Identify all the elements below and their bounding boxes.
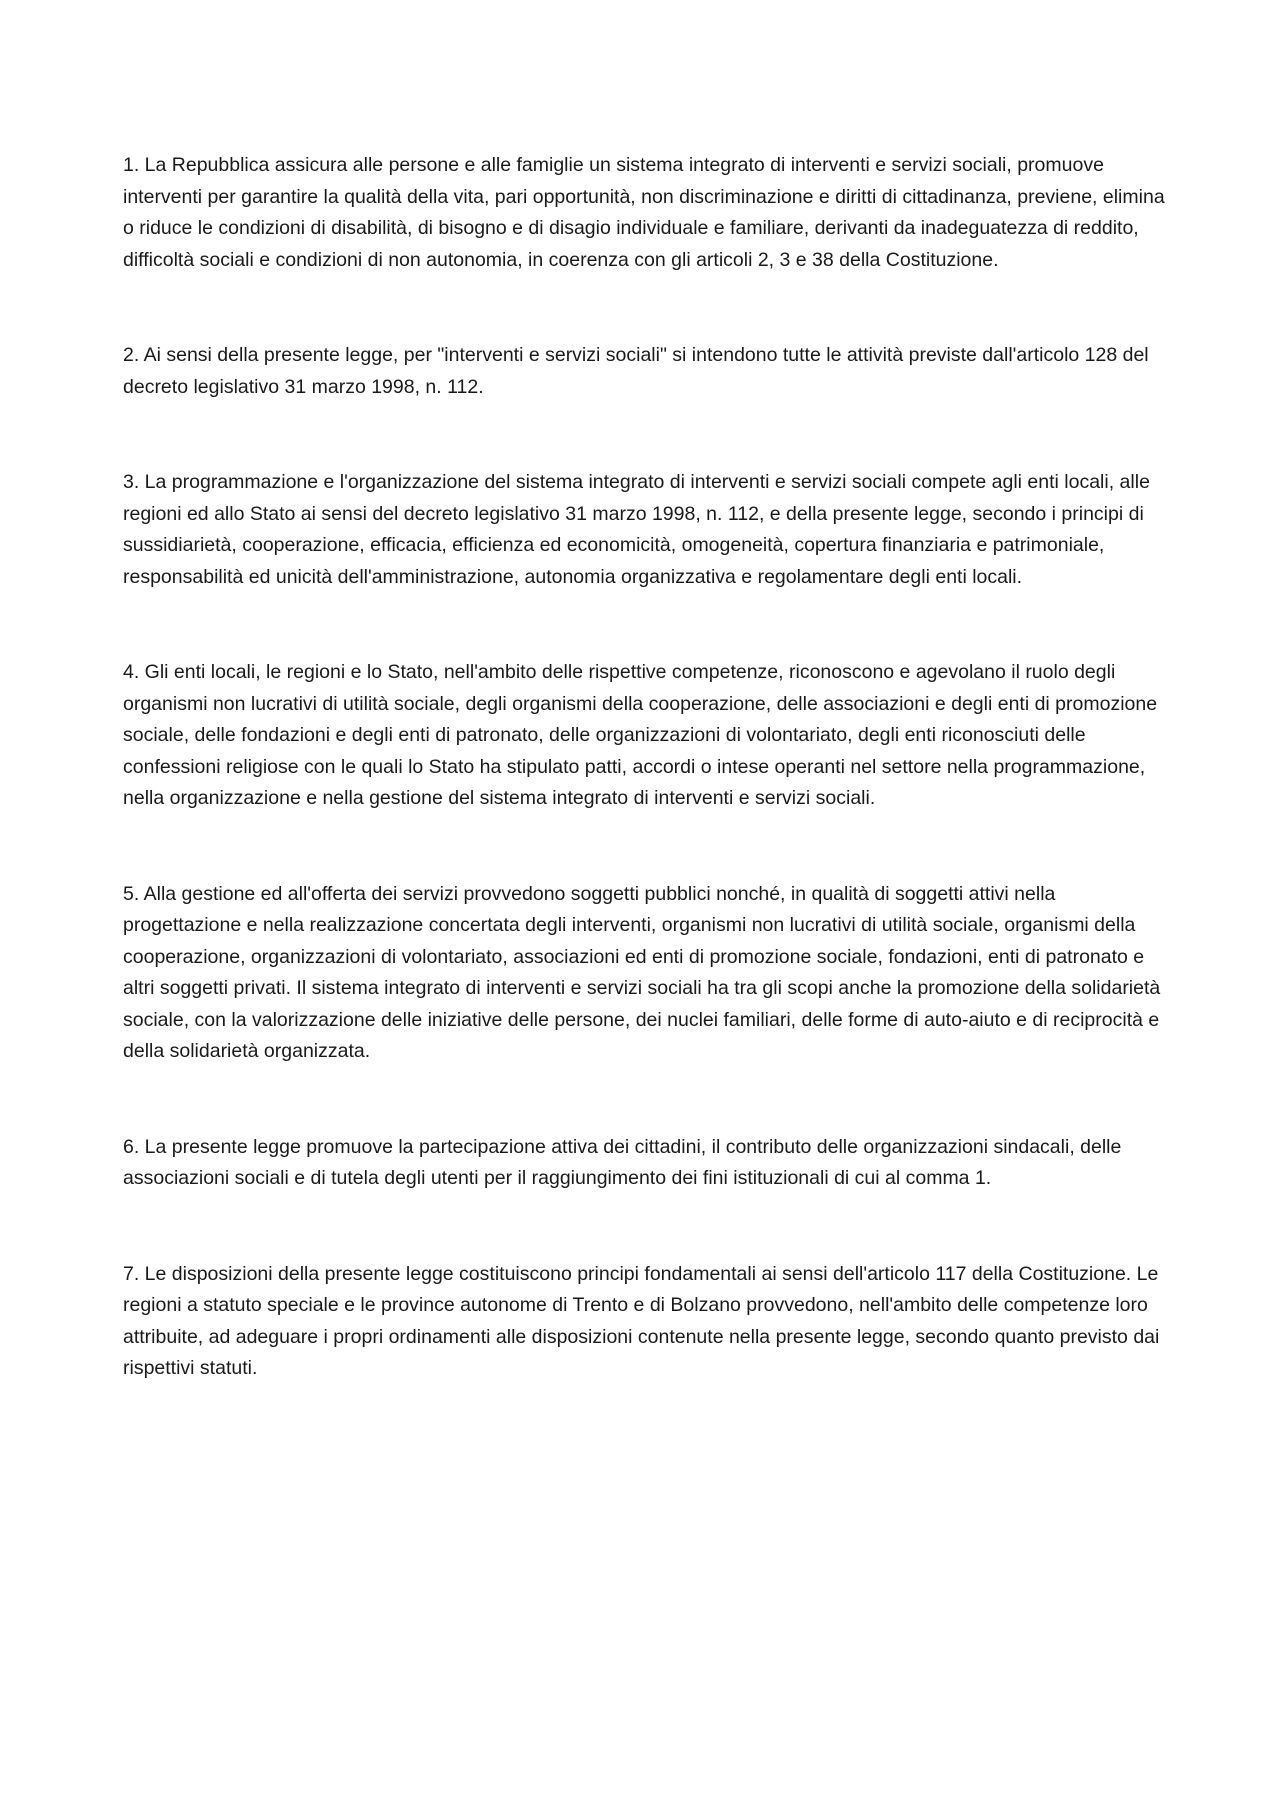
- document-body: [123, 150, 1168, 1449]
- paragraph-6: 6. La presente legge promuove la partecipazione attiva dei cittadini, il contributo delle organizzazioni sindacali, delle associazioni sociali e di tutela degli utenti per il raggiungimento dei fini istituzionali di cui al comma 1.: [123, 1135, 1122, 1189]
- paragraph-1: 1. La Repubblica assicura alle persone e alle famiglie un sistema integrato di interventi e servizi sociali, promuove interventi per garantire la qualità della vita, pari opportunità, non discriminazione e diritti di cittadinanza, previene, elimina o riduce le condizioni di disabilità, di bisogno e di disagio individuale e familiare, derivanti da inadeguatezza di reddito, difficoltà sociali e condizioni di non autonomia, in coerenza con gli articoli 2, 3 e 38 della Costituzione.: [123, 154, 1165, 271]
- paragraph-3: 3. La programmazione e l'organizzazione del sistema integrato di interventi e servizi sociali compete agli enti locali, alle regioni ed allo Stato ai sensi del decreto legislativo 31 marzo 1998, n. 112, e della presente legge, secondo i principi di sussidiarietà, cooperazione, efficacia, efficienza ed economicità, omogeneità, copertura finanziaria e patrimoniale, responsabilità ed unicità dell'amministrazione, autonomia organizzativa e regolamentare degli enti locali.: [123, 471, 1150, 588]
- paragraph-4: 4. Gli enti locali, le regioni e lo Stato, nell'ambito delle rispettive competenze, riconoscono e agevolano il ruolo degli organismi non lucrativi di utilità sociale, degli organismi della cooperazione, delle associazioni e degli enti di promozione sociale, delle fondazioni e degli enti di patronato, delle organizzazioni di volontariato, degli enti riconosciuti delle confessioni religiose con le quali lo Stato ha stipulato patti, accordi o intese operanti nel settore nella programmazione, nella organizzazione e nella gestione del sistema integrato di interventi e servizi sociali.: [123, 661, 1158, 809]
- paragraph-2: 2. Ai sensi della presente legge, per "interventi e servizi sociali" si intendono tutte le attività previste dall'articolo 128 del decreto legislativo 31 marzo 1998, n. 112.: [123, 344, 1149, 398]
- paragraph-7: 7. Le disposizioni della presente legge costituiscono principi fondamentali ai sensi dell'articolo 117 della Costituzione. Le regioni a statuto speciale e le province autonome di Trento e di Bolzano provvedono, nell'ambito delle competenze loro attribuite, ad adeguare i propri ordinamenti alle disposizioni contenute nella presente legge, secondo quanto previsto dai rispettivi statuti.: [123, 1262, 1160, 1379]
- paragraph-5: 5. Alla gestione ed all'offerta dei servizi provvedono soggetti pubblici nonché, in qualità di soggetti attivi nella progettazione e nella realizzazione concertata degli interventi, organismi non lucrativi di utilità sociale, organismi della cooperazione, organizzazioni di volontariato, associazioni ed enti di promozione sociale, fondazioni, enti di patronato e altri soggetti privati. Il sistema integrato di interventi e servizi sociali ha tra gli scopi anche la promozione della solidarietà sociale, con la valorizzazione delle iniziative delle persone, dei nuclei familiari, delle forme di auto-aiuto e di reciprocità e della solidarietà organizzata.: [123, 882, 1161, 1062]
